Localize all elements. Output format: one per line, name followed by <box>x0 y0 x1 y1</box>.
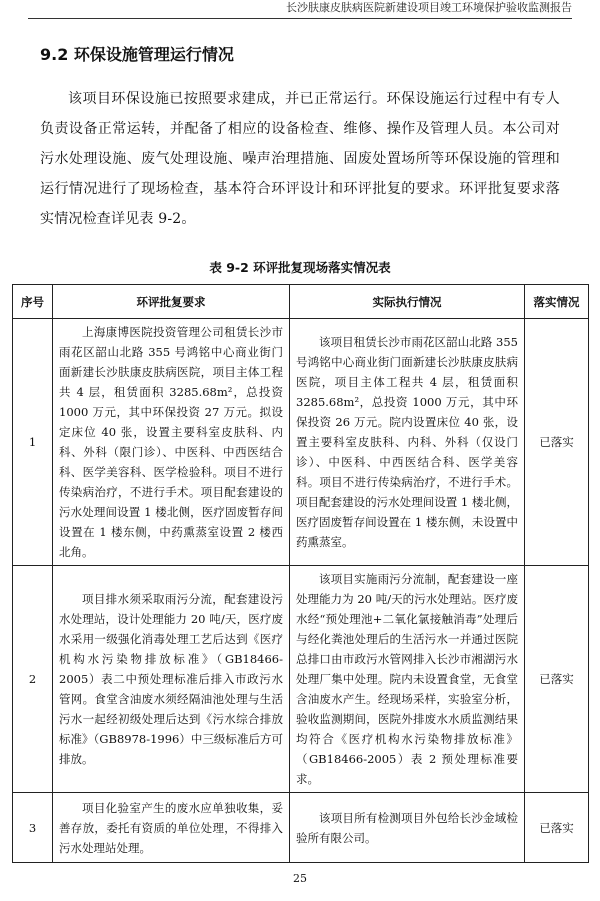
row-requirement: 项目化验室产生的废水应单独收集，妥善存放，委托有资质的单位处理，不得排入污水处理站处理。 <box>53 793 290 863</box>
row-requirement: 项目排水须采取雨污分流，配套建设污水处理站，设计处理能力 20 吨/天，医疗废水采用一级强化消毒处理工艺后达到《医疗机构水污染物排放标准》（GB18466-2005）表二中预处理标准后排入市政污水管网。食堂含油废水须经隔油池处理与生活污水一起经初级处理后达到《污水综合排放标准》（GB8978-1996）中三级标准后方可排放。 <box>53 566 290 793</box>
table-row <box>13 793 589 863</box>
row-execution: 该项目实施雨污分流制，配套建设一座处理能力为 20 吨/天的污水处理站。医疗废水经“预处理池+二氧化氯接触消毒”处理后与经化粪池处理后的生活污水一并通过医院总排口由市政污水管网排入长沙市湘湖污水处理厂集中处理。院内未设置食堂，无食堂含油废水产生。经现场采样，实验室分析，验收监测期间，医院外排废水水质监测结果均符合《医疗机构水污染物排放标准》（GB18466-2005）表 2 预处理标准要求。 <box>290 566 525 793</box>
col-header-no: 序号 <box>13 285 53 319</box>
row-requirement: 上海康博医院投资管理公司租赁长沙市雨花区韶山北路 355 号鸿铭中心商业街门面新建长沙肤康皮肤病医院，项目主体工程共 4 层，租赁面积 3285.68m²，总投资 1000 万元，其中环保投资 27 万元。拟设定床位 40 张，设置主要科室皮肤科、内科、外科（限门诊）、中医科、中西医结合科、医学美容科、医学检验科。项目不进行传染病治疗，不进行手术。项目配套建设的污水处理间设置 1 楼北侧，医疗固废暂存间设置在 1 楼东侧，中药熏蒸室设置 2 楼西北角。 <box>53 319 290 566</box>
page-header <box>28 0 572 19</box>
row-number: 1 <box>13 319 53 566</box>
table-header-row <box>13 285 589 319</box>
page-number: 25 <box>293 872 307 885</box>
row-execution: 该项目所有检测项目外包给长沙金域检验所有限公司。 <box>290 793 525 863</box>
row-status: 已落实 <box>525 566 589 793</box>
col-header-execution: 实际执行情况 <box>290 285 525 319</box>
row-number: 2 <box>13 566 53 793</box>
table-caption: 表 9-2 环评批复现场落实情况表 <box>209 260 391 275</box>
col-header-status: 落实情况 <box>525 285 589 319</box>
row-execution: 该项目租赁长沙市雨花区韶山北路 355 号鸿铭中心商业街门面新建长沙肤康皮肤病医院，项目主体工程共 4 层，租赁面积 3285.68m²，总投资 1000 万元，其中环保投资 26 万元。院内设置床位 40 张，设置主要科室皮肤科、内科、外科（仅设门诊）、中医科、中西医结合科、医学美容科。项目不进行传染病治疗，不进行手术。项目配套建设的污水处理间设置 1 楼北侧，医疗固废暂存间设置在 1 楼东侧，未设置中药熏蒸室。 <box>290 319 525 566</box>
table-row <box>13 566 589 793</box>
row-number: 3 <box>13 793 53 863</box>
row-status: 已落实 <box>525 319 589 566</box>
approval-table <box>12 284 589 863</box>
section-title: 9.2 环保设施管理运行情况 <box>40 45 234 64</box>
report-title: 长沙肤康皮肤病医院新建设项目竣工环境保护验收监测报告 <box>286 1 572 14</box>
col-header-requirement: 环评批复要求 <box>53 285 290 319</box>
row-status: 已落实 <box>525 793 589 863</box>
section-paragraph: 该项目环保设施已按照要求建成，并已正常运行。环保设施运行过程中有专人负责设备正常运转，并配备了相应的设备检查、维修、操作及管理人员。本公司对污水处理设施、废气处理设施、噪声治理措施、固废处置场所等环保设施的管理和运行情况进行了现场检查，基本符合环评设计和环评批复的要求。环评批复要求落实情况检查详见表 9-2。 <box>40 91 560 227</box>
table-row <box>13 319 589 566</box>
